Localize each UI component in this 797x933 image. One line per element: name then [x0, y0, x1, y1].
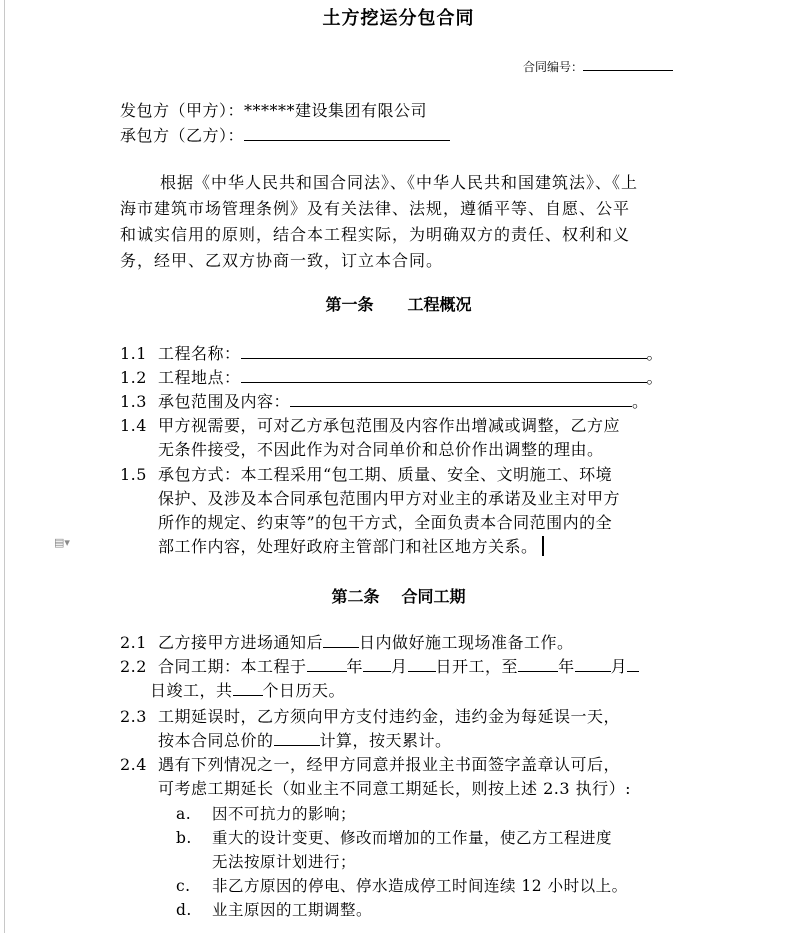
item-text: 乙方接甲方进场通知后	[158, 633, 324, 652]
item-text: 按本合同总价的	[158, 731, 274, 750]
start-year-blank[interactable]	[307, 657, 347, 672]
article-1-number: 第一条	[325, 295, 374, 314]
item-1-5-cont-2: 所作的规定、约束等”的包干方式，全面负责本合同范围内的全	[158, 513, 613, 532]
item-number: 1.4	[120, 416, 147, 435]
subitem-c	[176, 874, 628, 898]
article-1-heading	[0, 292, 797, 315]
item-text: 甲方视需要，可对乙方承包范围及内容作出增减或调整，乙方应	[158, 416, 621, 435]
item-number: 2.2	[120, 657, 147, 676]
scope-blank[interactable]	[290, 392, 632, 407]
project-location-blank[interactable]	[241, 368, 647, 383]
end-day-blank[interactable]	[627, 657, 639, 672]
party-b	[120, 123, 450, 146]
subitem-letter: b.	[176, 829, 192, 847]
subitem-text: 因不可抗力的影响；	[212, 805, 357, 823]
item-end: 。	[646, 344, 664, 363]
subitem-b-cont: 无法按原计划进行；	[212, 853, 357, 871]
month-label: 月	[391, 657, 408, 676]
item-text: 计算，按天累计。	[319, 731, 452, 750]
item-2-2-cont	[150, 679, 345, 703]
end-month-blank[interactable]	[575, 657, 611, 672]
item-number: 1.2	[120, 368, 147, 387]
item-end: 。	[632, 392, 649, 411]
item-text: 遇有下列情况之一，经甲方同意并报业主书面签字盖章认可后，	[158, 755, 621, 774]
item-1-5	[120, 463, 612, 487]
text-cursor	[542, 536, 544, 556]
article-1-title: 工程概况	[407, 295, 472, 314]
item-1-4	[120, 414, 620, 438]
days-blank[interactable]	[323, 633, 359, 648]
subitem-a	[176, 802, 356, 826]
item-2-3	[120, 705, 620, 729]
item-text: 部工作内容，处理好政府主管部门和社区地方关系。	[158, 537, 538, 556]
item-number: 1.5	[120, 465, 147, 484]
party-b-label: 承包方（乙方）：	[120, 126, 245, 145]
item-1-5-cont-3	[158, 535, 544, 559]
article-2-number: 第二条	[331, 587, 380, 606]
intro-line-1: 根据《中华人民共和国合同法》、《中华人民共和国建筑法》、《上	[160, 173, 639, 192]
document-title: 土方挖运分包合同	[322, 8, 475, 29]
item-number: 2.3	[120, 707, 147, 726]
item-label: 承包范围及内容：	[158, 392, 291, 411]
item-2-2	[120, 655, 639, 679]
article-2-heading	[0, 584, 797, 607]
item-text: 日内做好施工现场准备工作。	[359, 633, 574, 652]
item-text: 工期延误时，乙方须向甲方支付违约金，违约金为每延误一天，	[158, 707, 621, 726]
page-edge	[4, 0, 5, 933]
item-1-5-cont-1: 保护、及涉及本合同承包范围内甲方对业主的承诺及业主对甲方	[158, 489, 621, 508]
item-number: 1.1	[120, 344, 147, 363]
end-year-blank[interactable]	[518, 657, 558, 672]
subitem-text: 业主原因的工期调整。	[212, 901, 373, 919]
subitem-letter: a.	[176, 805, 192, 823]
item-1-3	[120, 390, 649, 414]
item-number: 2.1	[120, 633, 147, 652]
item-label: 工程名称：	[158, 344, 241, 363]
subitem-text: 非乙方原因的停电、停水造成停工时间连续 12 小时以上。	[212, 877, 628, 895]
contract-number-label: 合同编号：	[522, 60, 583, 74]
contract-number-blank[interactable]	[583, 56, 673, 71]
subitem-letter: d.	[176, 901, 192, 919]
subitem-letter: c.	[176, 877, 191, 895]
total-days-blank[interactable]	[233, 681, 263, 696]
item-text: 日竣工，共	[150, 681, 233, 700]
item-2-4	[120, 753, 620, 777]
subitem-text: 重大的设计变更、修改而增加的工作量，使乙方工程进度	[212, 829, 613, 847]
item-2-3-cont	[158, 729, 452, 753]
intro-line-2: 海市建筑市场管理条例》及有关法律、法规，遵循平等、自愿、公平	[120, 199, 631, 218]
penalty-rate-blank[interactable]	[274, 731, 320, 746]
party-b-blank[interactable]	[244, 126, 450, 141]
project-name-blank[interactable]	[241, 344, 647, 359]
document-icon[interactable]: ▤▾	[54, 536, 70, 549]
item-number: 1.3	[120, 392, 147, 411]
year-label: 年	[346, 657, 364, 676]
item-text: 个日历天。	[262, 681, 346, 700]
year-label: 年	[558, 657, 575, 676]
item-text: 承包方式：本工程采用“包工期、质量、安全、文明施工、环境	[158, 465, 613, 484]
subitem-d	[176, 898, 372, 922]
intro-line-4: 务，经甲、乙双方协商一致，订立本合同。	[120, 251, 444, 270]
item-number: 2.4	[120, 755, 147, 774]
item-text: 合同工期：本工程于	[158, 657, 307, 676]
item-2-4-cont: 可考虑工期延长（如业主不同意工期延长，则按上述 2.3 执行）:	[158, 779, 632, 798]
article-2-title: 合同工期	[401, 587, 466, 606]
party-a: 发包方（甲方）：******建设集团有限公司	[120, 101, 428, 120]
item-label: 工程地点：	[158, 368, 241, 387]
start-month-blank[interactable]	[363, 657, 391, 672]
start-day-blank[interactable]	[408, 657, 436, 672]
item-1-4-cont: 无条件接受，不因此作为对合同单价和总价作出调整的理由。	[158, 440, 604, 459]
month-label: 月	[610, 657, 628, 676]
subitem-b	[176, 826, 612, 850]
item-text: 日开工，至	[435, 657, 519, 676]
item-2-1	[120, 631, 574, 655]
item-1-1	[120, 342, 663, 366]
item-1-2	[120, 366, 663, 390]
contract-number	[523, 56, 673, 75]
item-end: 。	[646, 368, 664, 387]
intro-line-3: 和诚实信用的原则，结合本工程实际，为明确双方的责任、权利和义	[120, 225, 631, 244]
